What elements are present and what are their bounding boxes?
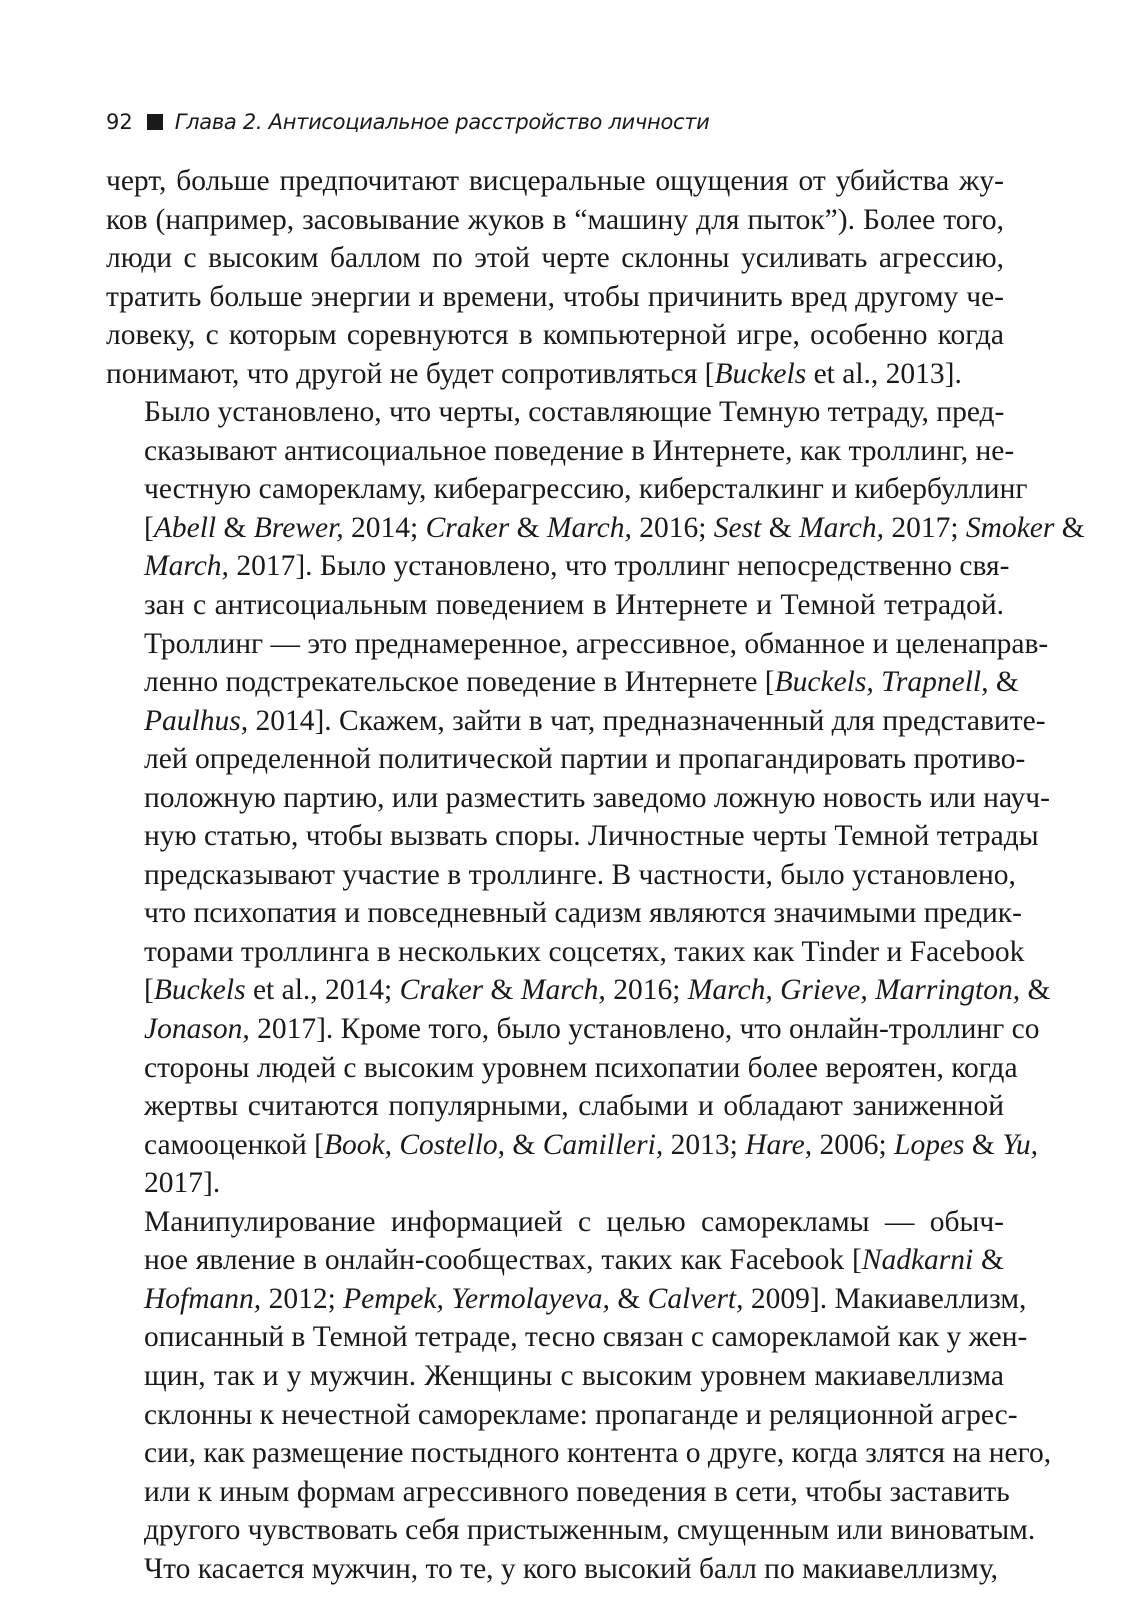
text-line: сии, как размещение постыдного контента о друге, когда злятся на него, (144, 1437, 1052, 1470)
text-line: склонны к нечестной саморекламе: пропаганде и реляционной агрес- (144, 1398, 1018, 1431)
chapter-title: Глава 2. Антисоциальное расстройство личности (174, 110, 710, 134)
citation-author: Sest (713, 511, 762, 544)
text-line: или к иным формам агрессивного поведения в сети, чтобы заставить (144, 1475, 1010, 1508)
citation-author: Buckels, Trapnell, (774, 666, 989, 699)
text-line: что психопатия и повседневный садизм являются значимыми предик- (144, 897, 1022, 930)
text-line: March, 2017]. Было установлено, что троллинг непосредственно свя- (144, 550, 1010, 583)
citation-author: Book, Costello, (323, 1128, 506, 1161)
text-line: ленно подстрекательское поведение в Интернете [Buckels, Trapnell, & (144, 666, 1019, 699)
text-line: зан с антисоциальным поведением в Интернете и Темной тетрадой. (144, 589, 1004, 622)
text-line: положную партию, или разместить заведомо ложную новость или науч- (144, 781, 1050, 814)
paragraph (106, 1203, 1052, 1588)
running-header (106, 104, 1006, 140)
text-line: Троллинг — это преднамеренное, агрессивное, обманное и целенаправ- (144, 627, 1049, 660)
citation-author: Abell (153, 511, 217, 544)
text-line: Hofmann, 2012; Pempek, Yermolayeva, & Calvert, 2009]. Макиавеллизм, (144, 1282, 1027, 1315)
text-line: описанный в Темной тетраде, тесно связан с саморекламой как у жен- (144, 1321, 1028, 1354)
citation-author: Craker (399, 974, 484, 1007)
page-number: 92 (106, 110, 133, 134)
square-bullet-icon (147, 114, 163, 130)
text-line: щин, так и у мужчин. Женщины с высоким уровнем макиавеллизма (144, 1359, 1004, 1392)
text-line: Paulhus, 2014]. Скажем, зайти в чат, предназначенный для представите- (144, 704, 1046, 737)
citation-author: Paulhus, (144, 704, 249, 737)
text-line: другого чувствовать себя пристыженным, смущенным или виноватым. (144, 1514, 1036, 1547)
text-line: 2017]. (144, 1167, 221, 1200)
citation-author: Calvert, (647, 1282, 744, 1315)
citation-author: March, (546, 511, 632, 544)
citation-author: Nadkarni (861, 1244, 974, 1277)
text-line: люди с высоким баллом по этой черте склонны усиливать агрессию, (106, 242, 1004, 275)
text-line: самооценкой [Book, Costello, & Camilleri, 2013; Hare, 2006; Lopes & Yu, (144, 1128, 1039, 1161)
text-line: понимают, что другой не будет сопротивляться [Buckels et al., 2013]. (106, 357, 962, 390)
text-line: ков (например, засовывание жуков в “машину для пыток”). Более того, (106, 203, 1004, 236)
text-line: лей определенной политической партии и пропагандировать противо- (144, 743, 1026, 776)
citation-author: Lopes (894, 1128, 965, 1161)
text-line: черт, больше предпочитают висцеральные ощущения от убийства жу- (106, 165, 1004, 197)
citation-author: Craker (425, 511, 510, 544)
citation-author: Smoker (965, 511, 1055, 544)
citation-author: Yu, (1002, 1128, 1039, 1161)
citation-author: Jonason, (144, 1013, 250, 1046)
citation-author: March, (520, 974, 606, 1007)
text-line: ное явление в онлайн-сообществах, таких как Facebook [Nadkarni & (144, 1244, 1004, 1277)
text-line: Было установлено, что черты, составляющие Темную тетраду, пред- (144, 396, 1005, 429)
text-line: Что касается мужчин, то те, у кого высокий балл по макиавеллизму, (144, 1552, 999, 1585)
text-line: торами троллинга в нескольких соцсетях, таких как Tinder и Facebook (144, 935, 1025, 968)
text-line: Jonason, 2017]. Кроме того, было установлено, что онлайн-троллинг со (144, 1013, 1040, 1046)
body-text (106, 162, 1085, 1588)
text-line: предсказывают участие в троллинге. В частности, было установлено, (144, 858, 1016, 891)
paragraph (106, 162, 1004, 393)
citation-author: March, (144, 550, 229, 583)
text-line: стороны людей с высоким уровнем психопатии более вероятен, когда (144, 1051, 1018, 1084)
citation-author: March, (799, 511, 884, 544)
citation-author: Hare, (745, 1128, 813, 1161)
citation-author: Brewer, (253, 511, 344, 544)
text-line: [Buckels et al., 2014; Craker & March, 2016; March, Grieve, Marrington, & (144, 974, 1051, 1007)
text-line: ловеку, с которым соревнуются в компьютерной игре, особенно когда (106, 319, 1004, 352)
citation-author: Camilleri, (542, 1128, 664, 1161)
citation-author: Buckels (153, 974, 246, 1007)
text-line: ную статью, чтобы вызвать споры. Личностные черты Темной тетрады (144, 820, 1039, 853)
text-line: сказывают антисоциальное поведение в Интернете, как троллинг, не- (144, 434, 1015, 467)
text-line: Манипулирование информацией с целью саморекламы — обыч- (144, 1205, 1004, 1238)
citation-author: Hofmann, (144, 1282, 262, 1315)
text-line: тратить больше энергии и времени, чтобы причинить вред другому че- (106, 280, 1004, 313)
citation-author: Buckels (714, 357, 807, 390)
text-line: [Abell & Brewer, 2014; Craker & March, 2016; Sest & March, 2017; Smoker & (144, 511, 1085, 544)
paragraph (106, 393, 1085, 1202)
text-line: честную саморекламу, киберагрессию, киберсталкинг и кибербуллинг (144, 473, 1028, 506)
citation-author: Pempek, Yermolayeva, (343, 1282, 610, 1315)
text-line: жертвы считаются популярными, слабыми и обладают заниженной (144, 1090, 1004, 1123)
citation-author: March, Grieve, Marrington, (687, 974, 1021, 1007)
